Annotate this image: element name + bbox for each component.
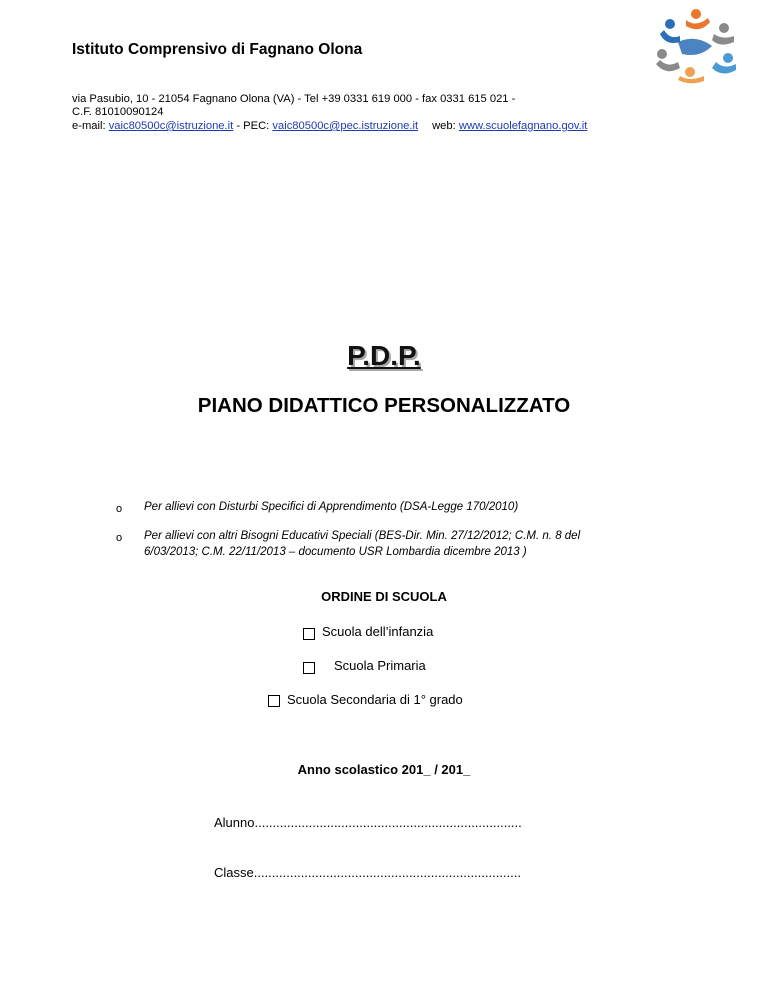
- student-name-field[interactable]: Alunno..........................................................................: [214, 815, 522, 830]
- checkbox-infanzia[interactable]: [303, 628, 315, 640]
- bullet-marker: o: [116, 503, 123, 515]
- bullet-dsa-line1: Per allievi con Disturbi Specifici di Apprendimento (DSA-Legge 170/2010): [144, 501, 519, 513]
- tax-code-line: C.F. 81010090124: [72, 106, 164, 118]
- bullet-marker: o: [116, 532, 123, 544]
- checkbox-infanzia-label: Scuola dell’infanzia: [322, 624, 434, 639]
- school-year: Anno scolastico 201_ / 201_: [297, 762, 471, 777]
- checkbox-secondaria[interactable]: [268, 695, 280, 707]
- school-logo-figures-icon: [650, 6, 742, 84]
- address-line: via Pasubio, 10 - 21054 Fagnano Olona (VA) - Tel +39 0331 619 000 - fax 0331 615 021 -: [72, 93, 516, 105]
- pec-link[interactable]: vaic80500c@pec.istruzione.it: [272, 120, 419, 132]
- school-order-heading: ORDINE DI SCUOLA: [321, 589, 447, 604]
- class-field[interactable]: Classe..........................................................................: [214, 865, 522, 880]
- checkbox-primaria[interactable]: [303, 662, 315, 674]
- bullet-bes: [144, 528, 580, 560]
- pec-label: - PEC:: [233, 120, 273, 132]
- website-link[interactable]: www.scuolefagnano.gov.it: [458, 120, 588, 132]
- email-link[interactable]: vaic80500c@istruzione.it: [108, 120, 234, 132]
- checkbox-secondaria-label: Scuola Secondaria di 1° grado: [287, 692, 463, 707]
- school-name: Istituto Comprensivo di Fagnano Olona: [72, 41, 363, 58]
- bullet-bes-line1: Per allievi con altri Bisogni Educativi Speciali (BES-Dir. Min. 27/12/2012; C.M. n. 8 del: [144, 530, 581, 542]
- document-acronym-title: P.D.P.: [347, 340, 421, 371]
- web-label: web:: [432, 120, 459, 132]
- document-full-title: PIANO DIDATTICO PERSONALIZZATO: [197, 394, 571, 417]
- checkbox-primaria-label: Scuola Primaria: [334, 658, 426, 673]
- bullet-bes-line2: 6/03/2013; C.M. 22/11/2013 – documento USR Lombardia dicembre 2013 ): [144, 546, 527, 558]
- bullet-dsa: [144, 499, 518, 515]
- contacts-line: [72, 120, 587, 133]
- email-label: e-mail:: [72, 120, 109, 132]
